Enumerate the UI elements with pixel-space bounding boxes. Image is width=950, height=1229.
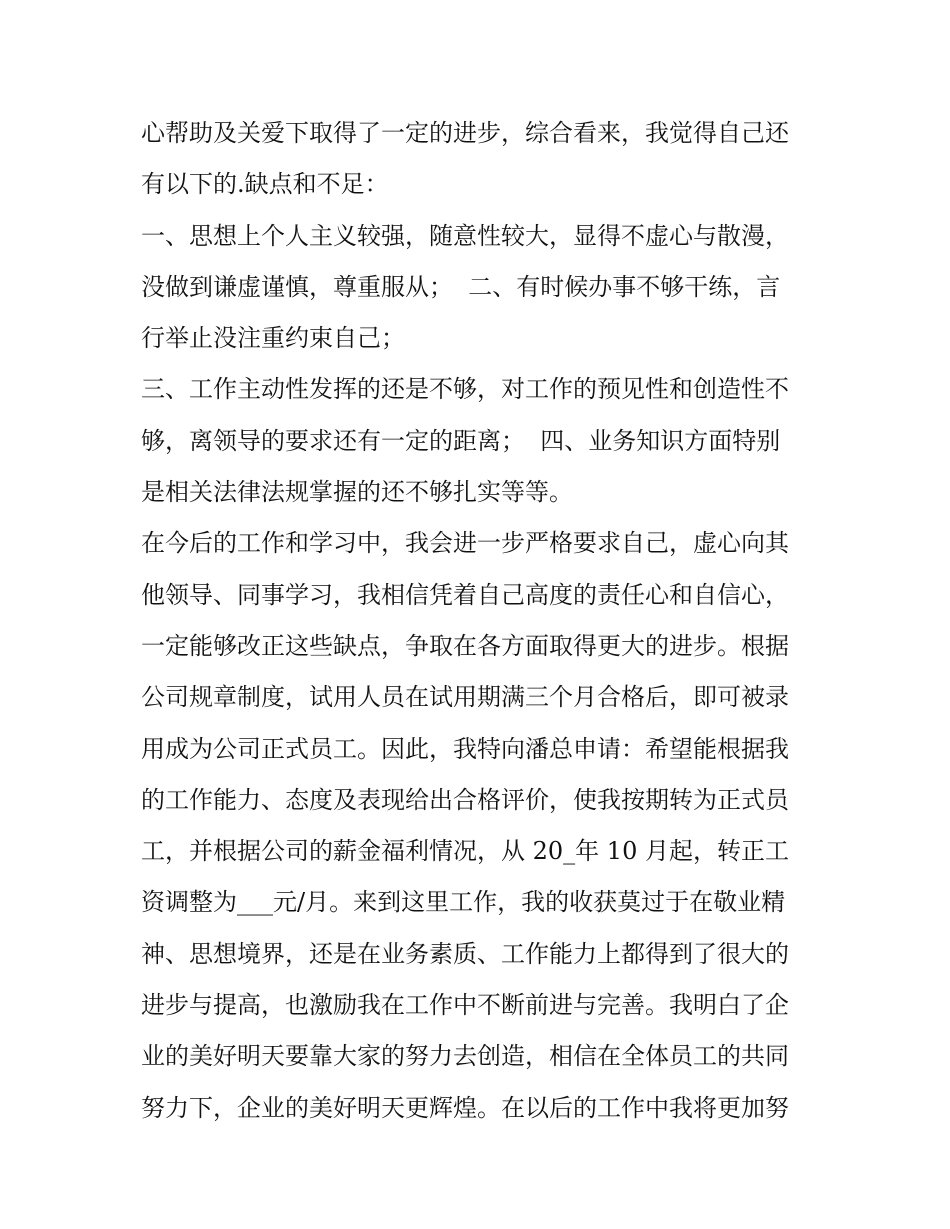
text-line: 有以下的.缺点和不足： xyxy=(141,170,389,199)
text-line: 业的美好明天要靠大家的努力去创造，相信在全体员工的共同 xyxy=(141,1042,789,1071)
text-line: 三、工作主动性发挥的还是不够，对工作的预见性和创造性不 xyxy=(141,375,789,404)
text-line: 用成为公司正式员工。因此，我特向潘总申请：希望能根据我 xyxy=(141,734,789,763)
text-line: 进步与提高，也激励我在工作中不断前进与完善。我明白了企 xyxy=(141,991,789,1020)
text-line: 努力下，企业的美好明天更辉煌。在以后的工作中我将更加努 xyxy=(141,1093,789,1122)
text-line: 他领导、同事学习，我相信凭着自己高度的责任心和自信心， xyxy=(141,580,789,609)
text-line: 行举止没注重约束自己； xyxy=(141,324,405,353)
text-line: 一定能够改正这些缺点，争取在各方面取得更大的进步。根据 xyxy=(141,631,789,660)
text-line: 资调整为___元/月。来到这里工作，我的收获莫过于在敬业精 xyxy=(141,888,786,917)
text-line: 是相关法律法规掌握的还不够扎实等等。 xyxy=(141,478,573,507)
text-line: 公司规章制度，试用人员在试用期满三个月合格后，即可被录 xyxy=(141,683,789,712)
text-line: 心帮助及关爱下取得了一定的进步，综合看来，我觉得自己还 xyxy=(141,119,789,147)
text-line: 神、思想境界，还是在业务素质、工作能力上都得到了很大的 xyxy=(141,939,789,968)
text-line: 工，并根据公司的薪金福利情况，从 20_年 10 月起，转正工 xyxy=(141,837,789,866)
text-line: 没做到谦虚谨慎，尊重服从； 二、有时候办事不够干练，言 xyxy=(141,272,781,301)
text-line: 在今后的工作和学习中，我会进一步严格要求自己，虚心向其 xyxy=(141,529,789,558)
text-line: 一、思想上个人主义较强，随意性较大，显得不虚心与散漫， xyxy=(141,221,789,250)
text-line: 够，离领导的要求还有一定的距离； 四、业务知识方面特别 xyxy=(141,426,781,455)
text-line: 的工作能力、态度及表现给出合格评价，使我按期转为正式员 xyxy=(141,785,789,814)
body-text xyxy=(141,108,821,1134)
